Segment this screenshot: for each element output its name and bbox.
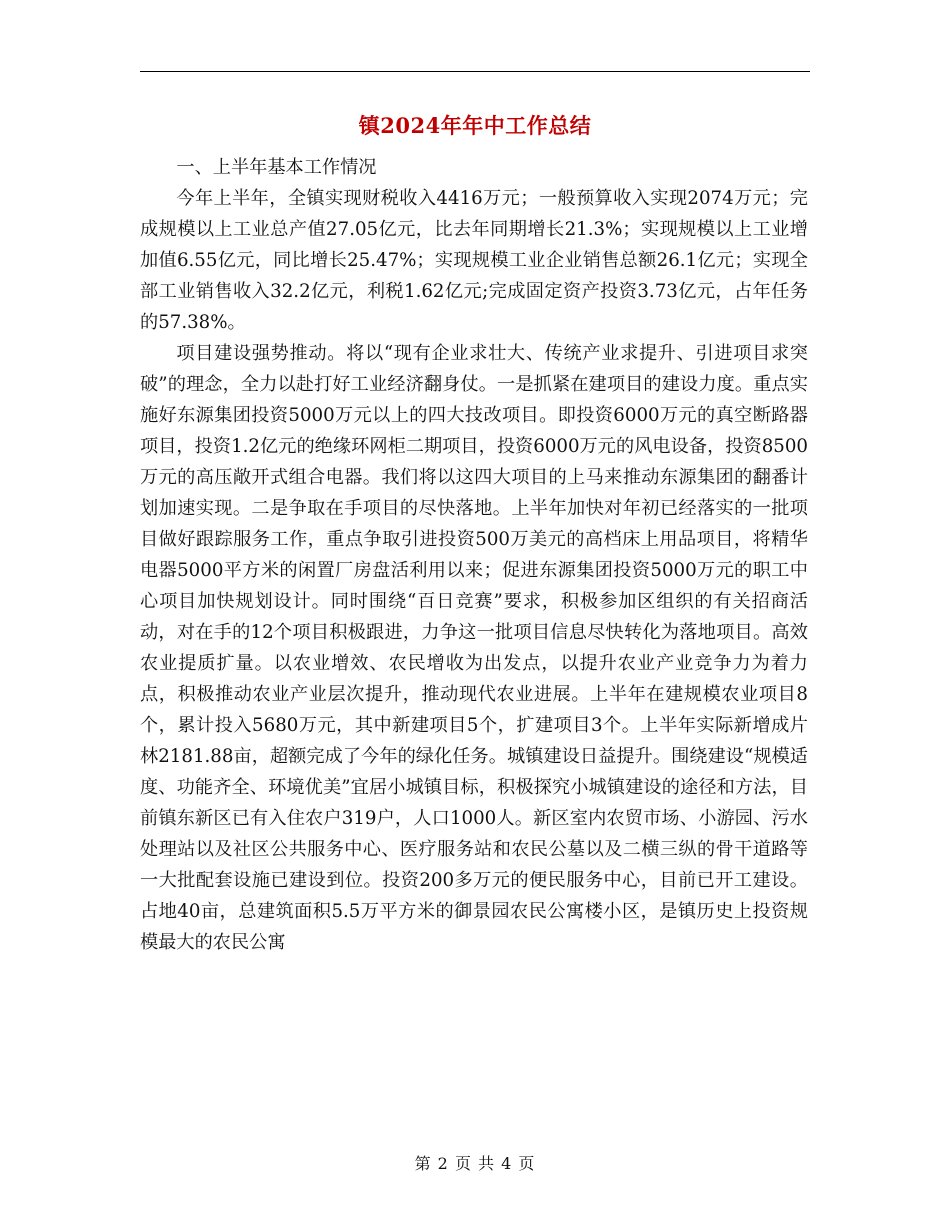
header-rule xyxy=(140,71,810,72)
document-title: 镇2024年年中工作总结 xyxy=(358,113,592,138)
page-number: 第 2 页 共 4 页 xyxy=(414,1154,536,1173)
paragraph-summary: 今年上半年，全镇实现财税收入4416万元；一般预算收入实现2074万元；完成规模以上工业总产值27.05亿元，比去年同期增长21.3%；实现规模以上工业增加值6.55亿元，同比增长25.47%；实现规模工业企业销售总额26.1亿元；实现全部工业销售收入32.2亿元，利税1.62亿元;完成固定资产投资3.73亿元，占年任务的57.38%。 xyxy=(140,188,808,333)
section-heading: 一、上半年基本工作情况 xyxy=(176,157,377,178)
page-footer xyxy=(0,1152,950,1176)
document-body xyxy=(140,152,808,958)
paragraph-projects: 项目建设强势推动。将以“现有企业求壮大、传统产业求提升、引进项目求突破”的理念，全力以赴打好工业经济翻身仗。一是抓紧在建项目的建设力度。重点实施好东源集团投资5000万元以上的四大技改项目。即投资6000万元的真空断路器项目，投资1.2亿元的绝缘环网柜二期项目，投资6000万元的风电设备，投资8500万元的高压敞开式组合电器。我们将以这四大项目的上马来推动东源集团的翻番计划加速实现。二是争取在手项目的尽快落地。上半年加快对年初已经落实的一批项目做好跟踪服务工作，重点争取引进投资500万美元的高档床上用品项目，将精华电器5000平方米的闲置厂房盘活利用以来；促进东源集团投资5000万元的职工中心项目加快规划设计。同时围绕“百日竞赛”要求，积极参加区组织的有关招商活动，对在手的12个项目积极跟进，力争这一批项目信息尽快转化为落地项目。高效农业提质扩量。以农业增效、农民增收为出发点，以提升农业产业竞争力为着力点，积极推动农业产业层次提升，推动现代农业进展。上半年在建规模农业项目8个，累计投入5680万元，其中新建项目5个，扩建项目3个。上半年实际新增成片林2181.88亩，超额完成了今年的绿化任务。城镇建设日益提升。围绕建设“规模适度、功能齐全、环境优美”宜居小城镇目标，积极探究小城镇建设的途径和方法，目前镇东新区已有入住农户319户，人口1000人。新区室内农贸市场、小游园、污水处理站以及社区公共服务中心、医疗服务站和农民公墓以及二横三纵的骨干道路等一大批配套设施已建设到位。投资200多万元的便民服务中心，目前已开工建设。占地40亩，总建筑面积5.5万平方米的御景园农民公寓楼小区，是镇历史上投资规模最大的农民公寓 xyxy=(140,343,808,953)
